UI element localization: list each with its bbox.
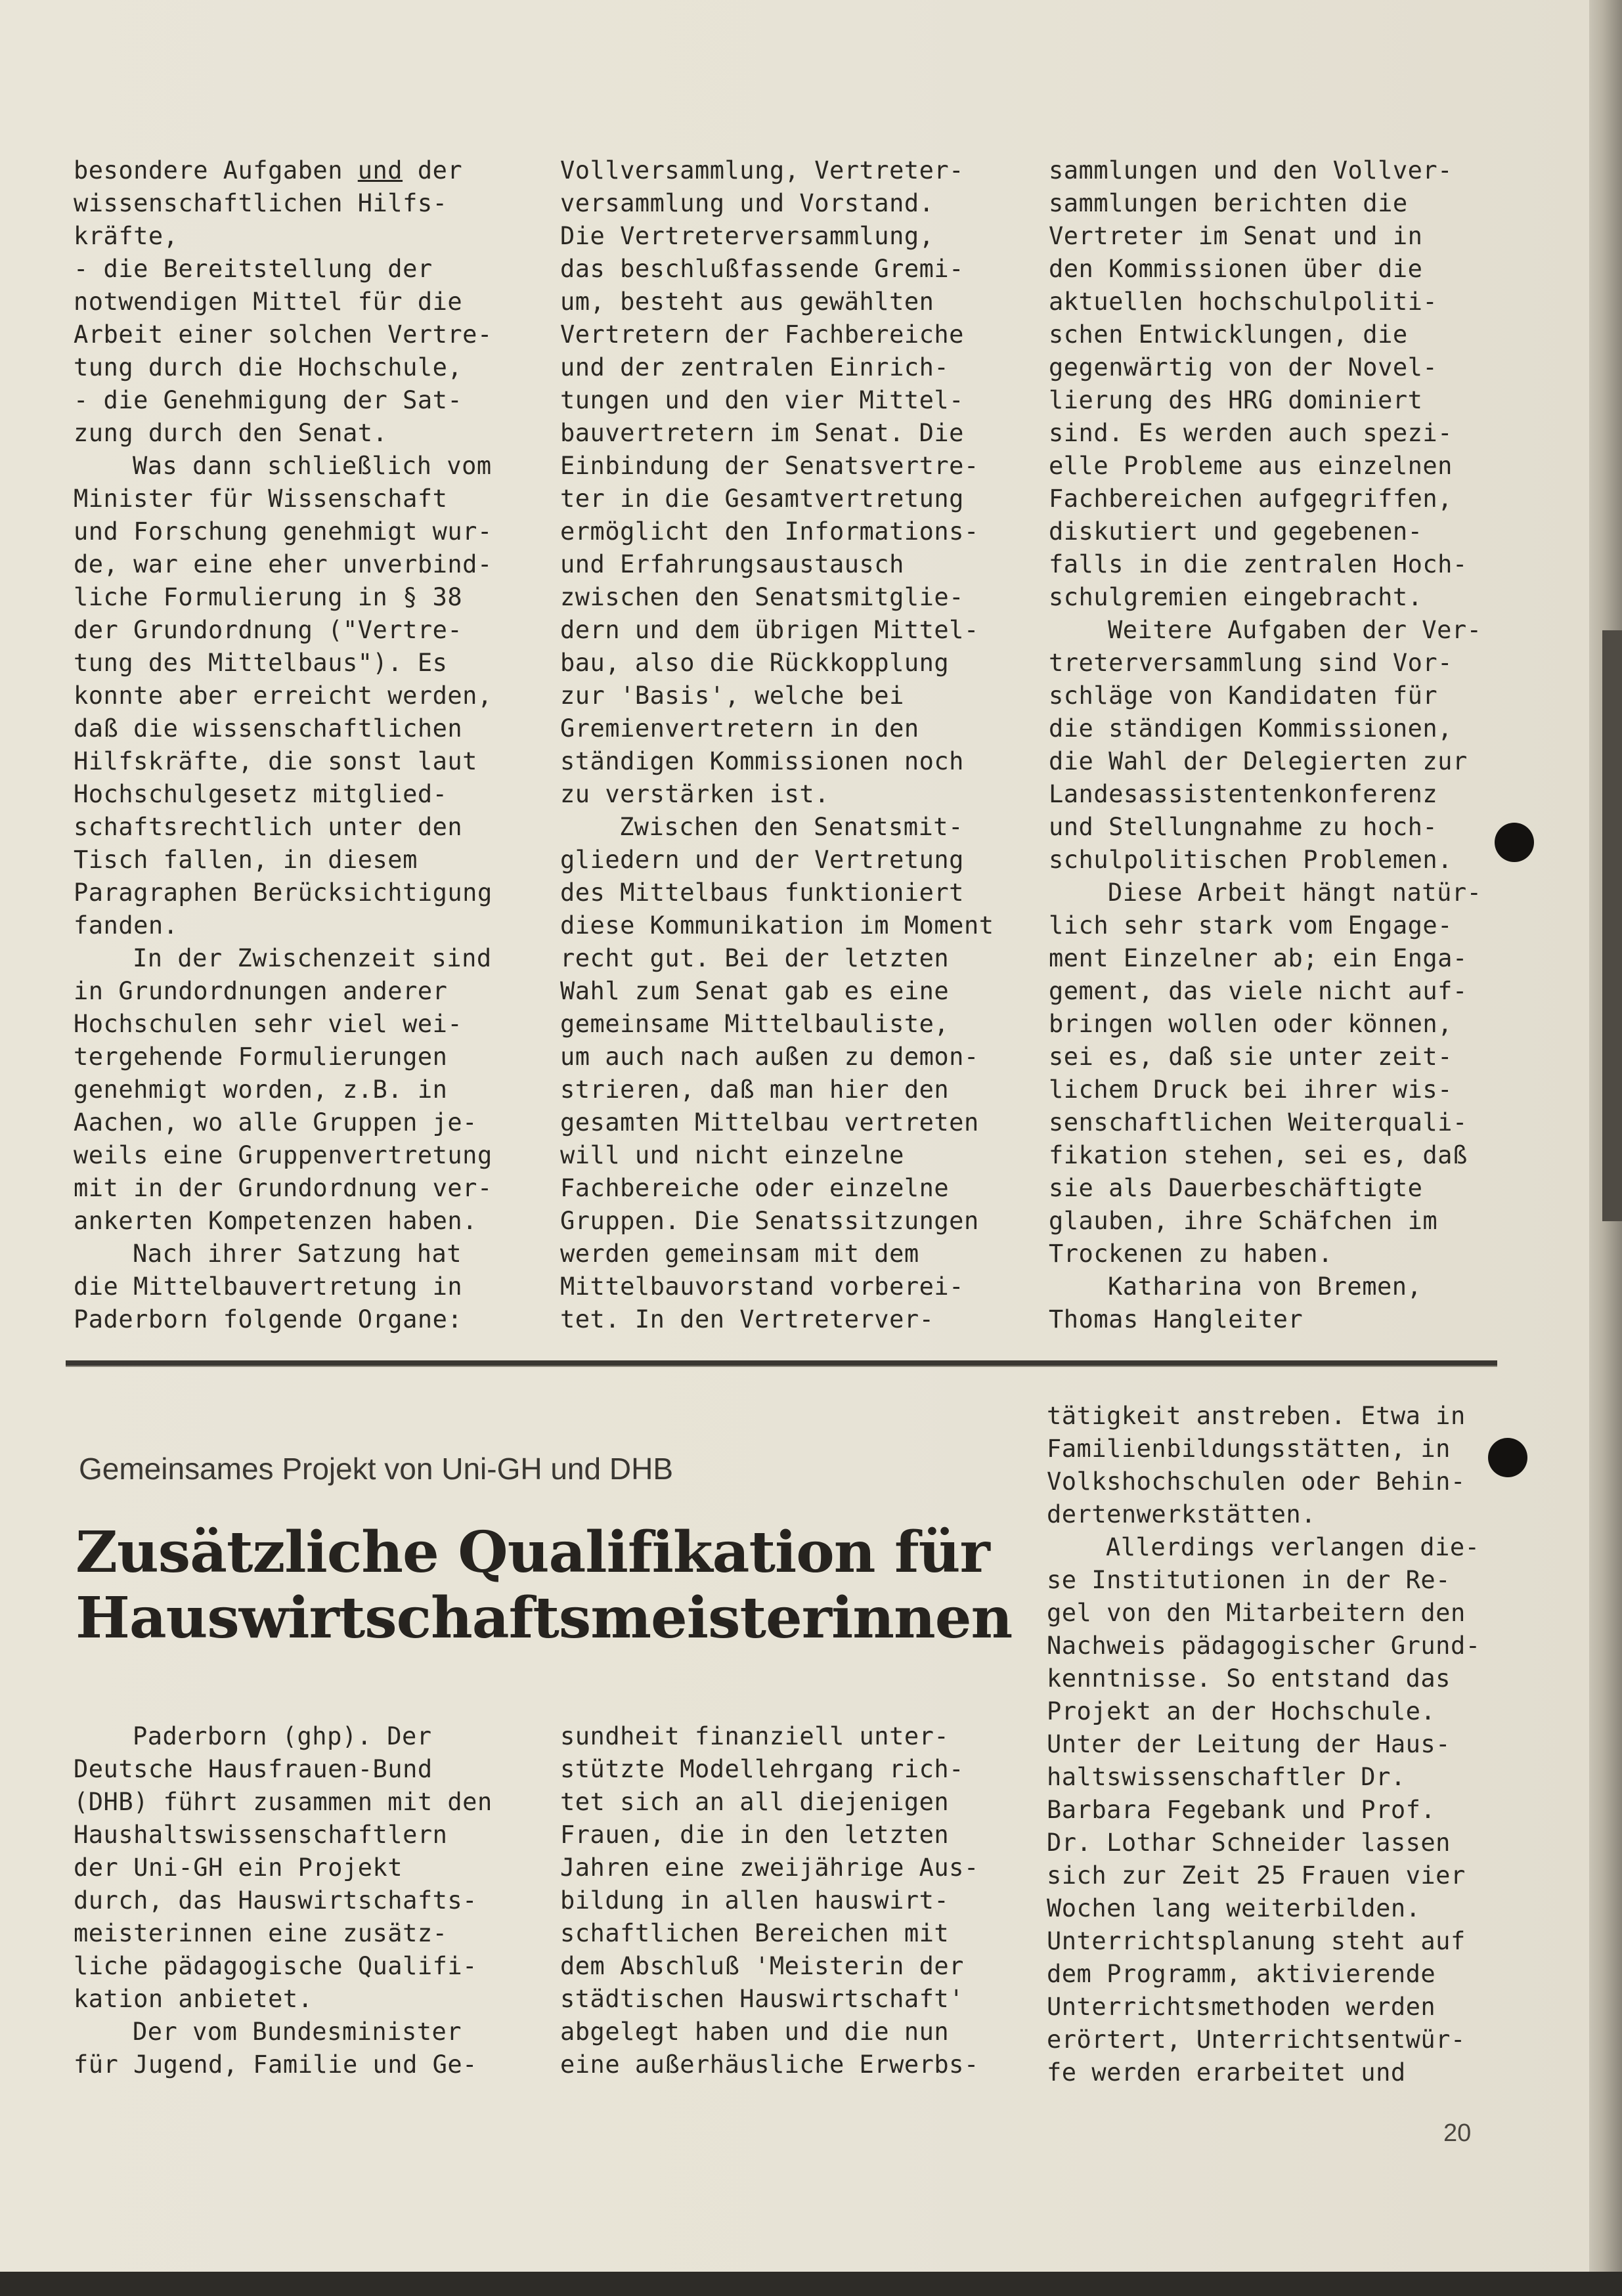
text-line: Einbindung der Senatsvertre-	[560, 452, 979, 480]
text-line: schläge von Kandidaten für	[1049, 682, 1438, 710]
page-tab-marker	[1602, 630, 1622, 1221]
text-line: Hochschulgesetz mitglied-	[74, 780, 448, 808]
text-line: Weitere Aufgaben der Ver-	[1108, 616, 1482, 644]
text-line: fikation stehen, sei es, daß	[1049, 1141, 1468, 1169]
text-line: und Forschung genehmigt wur-	[74, 517, 493, 546]
text-line: sie als Dauerbeschäftigte	[1049, 1174, 1423, 1202]
text-line: sundheit finanziell unter-	[560, 1722, 950, 1750]
text-line: bringen wollen oder können,	[1049, 1010, 1453, 1038]
text-line: lichem Druck bei ihrer wis-	[1049, 1075, 1453, 1104]
text-line: zur 'Basis', welche bei	[560, 682, 904, 710]
text-line: Nachweis pädagogischer Grund-	[1047, 1632, 1481, 1660]
text-line: kation anbietet.	[74, 1985, 313, 2013]
text-line: schaftsrechtlich unter den	[74, 813, 463, 841]
text-line: sei es, daß sie unter zeit-	[1049, 1043, 1453, 1071]
headline-line-1: Zusätzliche Qualifikation für	[76, 1519, 990, 1586]
text-line: des Mittelbaus funktioniert	[560, 878, 964, 907]
top-column-1	[74, 154, 553, 1336]
text-line: wissenschaftlichen Hilfs-	[74, 189, 448, 217]
underlined-word: und	[357, 156, 403, 184]
text-line: (DHB) führt zusammen mit den	[74, 1788, 493, 1816]
text-line: die Wahl der Delegierten zur	[1049, 747, 1468, 775]
article-headline	[76, 1520, 1012, 1651]
text-line: gel von den Mitarbeitern den	[1047, 1599, 1466, 1627]
text-line: weils eine Gruppenvertretung	[74, 1141, 493, 1169]
text-line: Tisch fallen, in diesem	[74, 846, 418, 874]
text-line: recht gut. Bei der letzten	[560, 944, 950, 972]
text-line: strieren, daß man hier den	[560, 1075, 950, 1104]
text-line: lierung des HRG dominiert	[1049, 386, 1423, 414]
text-line: Landesassistentenkonferenz	[1049, 780, 1438, 808]
text-line: gement, das viele nicht auf-	[1049, 977, 1468, 1005]
text-line: gemeinsame Mittelbauliste,	[560, 1010, 950, 1038]
text-line: den Kommissionen über die	[1049, 255, 1423, 283]
text-line: elle Probleme aus einzelnen	[1049, 452, 1453, 480]
text-line: Projekt an der Hochschule.	[1047, 1697, 1436, 1725]
text-line: Fachbereiche oder einzelne	[560, 1174, 950, 1202]
text-line: schaftlichen Bereichen mit	[560, 1919, 950, 1947]
text-line: sind. Es werden auch spezi-	[1049, 419, 1453, 447]
text-line: die Mittelbauvertretung in	[74, 1272, 463, 1301]
text-line: Katharina von Bremen,	[1108, 1272, 1422, 1301]
text-line: um, besteht aus gewählten	[560, 288, 934, 316]
text-line: der Grundordnung ("Vertre-	[74, 616, 463, 644]
text-line: tungen und den vier Mittel-	[560, 386, 964, 414]
text-line: schulgremien eingebracht.	[1049, 583, 1423, 611]
text-line: glauben, ihre Schäfchen im	[1049, 1207, 1438, 1235]
text-line: Fachbereichen aufgegriffen,	[1049, 485, 1453, 513]
text-line: und Erfahrungsaustausch	[560, 550, 904, 578]
text-line: Allerdings verlangen die-	[1106, 1533, 1480, 1561]
text-line: falls in die zentralen Hoch-	[1049, 550, 1468, 578]
text-line: zu verstärken ist.	[560, 780, 829, 808]
text-line: Vollversammlung, Vertreter-	[560, 156, 964, 184]
text-line: notwendigen Mittel für die	[74, 288, 463, 316]
page-bottom-shadow	[0, 2272, 1622, 2296]
text-line: Unterrichtsplanung steht auf	[1047, 1927, 1466, 1955]
text-line: de, war eine eher unverbind-	[74, 550, 493, 578]
text-line: liche Formulierung in § 38	[74, 583, 463, 611]
text-line: diskutiert und gegebenen-	[1049, 517, 1423, 546]
text-line: Minister für Wissenschaft	[74, 485, 448, 513]
text-line: der Uni-GH ein Projekt	[74, 1853, 403, 1882]
text-line: se Institutionen in der Re-	[1047, 1566, 1451, 1594]
text-line: Gremienvertretern in den	[560, 714, 919, 743]
text-line: bauvertretern im Senat. Die	[560, 419, 964, 447]
text-line: abgelegt haben und die nun	[560, 2018, 950, 2046]
text-line: Mittelbauvorstand vorberei-	[560, 1272, 964, 1301]
article-column-3	[1047, 1400, 1526, 2089]
text-line: gesamten Mittelbau vertreten	[560, 1108, 979, 1137]
text-line: ter in die Gesamtvertretung	[560, 485, 964, 513]
text-line: Trockenen zu haben.	[1049, 1240, 1333, 1268]
text-line: Volkshochschulen oder Behin-	[1047, 1467, 1466, 1496]
text-line: Wochen lang weiterbilden.	[1047, 1894, 1421, 1922]
text-line: Aachen, wo alle Gruppen je-	[74, 1108, 477, 1137]
text-line: ständigen Kommissionen noch	[560, 747, 964, 775]
text-line: städtischen Hauswirtschaft'	[560, 1985, 964, 2013]
text-line: Der vom Bundesminister	[133, 2018, 462, 2046]
top-column-2	[560, 154, 1040, 1336]
text-line: erörtert, Unterrichtsentwür-	[1047, 2025, 1466, 2054]
text-line: gegenwärtig von der Novel-	[1049, 353, 1438, 381]
text-line: ankerten Kompetenzen haben.	[74, 1207, 477, 1235]
text-line: - die Bereitstellung der	[74, 255, 433, 283]
text-line: In der Zwischenzeit sind	[133, 944, 492, 972]
text-line: und der zentralen Einrich-	[560, 353, 950, 381]
text-line: Vertretern der Fachbereiche	[560, 320, 964, 349]
text-line: schulpolitischen Problemen.	[1049, 846, 1453, 874]
article-column-1	[74, 1720, 553, 2081]
text-line: kenntnisse. So entstand das	[1047, 1664, 1451, 1693]
text-span: besondere Aufgaben	[74, 156, 358, 184]
text-line: Paderborn folgende Organe:	[74, 1305, 463, 1333]
text-line: tergehende Formulierungen	[74, 1043, 448, 1071]
text-line: tung durch die Hochschule,	[74, 353, 463, 381]
text-line: das beschlußfassende Gremi-	[560, 255, 964, 283]
text-line: Diese Arbeit hängt natür-	[1108, 878, 1482, 907]
text-line: konnte aber erreicht werden,	[74, 682, 493, 710]
text-line: meisterinnen eine zusätz-	[74, 1919, 448, 1947]
text-line: sammlungen berichten die	[1049, 189, 1408, 217]
punch-hole-top	[1495, 823, 1534, 862]
text-line: gliedern und der Vertretung	[560, 846, 964, 874]
text-line: ermöglicht den Informations-	[560, 517, 979, 546]
text-line: Die Vertreterversammlung,	[560, 222, 934, 250]
text-line: dertenwerkstätten.	[1047, 1500, 1316, 1528]
text-line: Hilfskräfte, die sonst laut	[74, 747, 477, 775]
text-line: mit in der Grundordnung ver-	[74, 1174, 493, 1202]
text-line: will und nicht einzelne	[560, 1141, 904, 1169]
text-line: Frauen, die in den letzten	[560, 1821, 950, 1849]
text-line: schen Entwicklungen, die	[1049, 320, 1408, 349]
text-line: Paderborn (ghp). Der	[133, 1722, 432, 1750]
text-line: eine außerhäusliche Erwerbs-	[560, 2050, 979, 2079]
text-line: dem Programm, aktivierende	[1047, 1960, 1436, 1988]
article-kicker: Gemeinsames Projekt von Uni-GH und DHB	[79, 1452, 673, 1486]
text-line: treterversammlung sind Vor-	[1049, 649, 1453, 677]
text-line: Zwischen den Senatsmit-	[619, 813, 963, 841]
text-line: Wahl zum Senat gab es eine	[560, 977, 950, 1005]
text-line: bildung in allen hauswirt-	[560, 1886, 950, 1915]
text-line: tätigkeit anstreben. Etwa in	[1047, 1402, 1466, 1430]
text-line: senschaftlichen Weiterquali-	[1049, 1108, 1468, 1137]
text-line: - die Genehmigung der Sat-	[74, 386, 463, 414]
text-line: diese Kommunikation im Moment	[560, 911, 994, 940]
text-line: Arbeit einer solchen Vertre-	[74, 320, 493, 349]
text-line: Barbara Fegebank und Prof.	[1047, 1796, 1436, 1824]
text-line: Unterrichtsmethoden werden	[1047, 1993, 1436, 2021]
text-line: daß die wissenschaftlichen	[74, 714, 463, 743]
text-line: sammlungen und den Vollver-	[1049, 156, 1453, 184]
section-divider	[66, 1360, 1497, 1367]
text-line: für Jugend, Familie und Ge-	[74, 2050, 477, 2079]
text-line: Vertreter im Senat und in	[1049, 222, 1423, 250]
page-number: 20	[1443, 2119, 1472, 2147]
text-line: Paragraphen Berücksichtigung	[74, 878, 493, 907]
text-line: um auch nach außen zu demon-	[560, 1043, 979, 1071]
text-span: der	[403, 156, 463, 184]
text-line: und Stellungnahme zu hoch-	[1049, 813, 1438, 841]
text-line: Dr. Lothar Schneider lassen	[1047, 1829, 1451, 1857]
text-line: liche pädagogische Qualifi-	[74, 1952, 477, 1980]
text-line: zung durch den Senat.	[74, 419, 388, 447]
text-line: Gruppen. Die Senatssitzungen	[560, 1207, 979, 1235]
text-line: stützte Modellehrgang rich-	[560, 1755, 964, 1783]
text-line: ment Einzelner ab; ein Enga-	[1049, 944, 1468, 972]
text-line: Thomas Hangleiter	[1049, 1305, 1304, 1333]
text-line: dem Abschluß 'Meisterin der	[560, 1952, 964, 1980]
text-line: Jahren eine zweijährige Aus-	[560, 1853, 979, 1882]
text-line: durch, das Hauswirtschafts-	[74, 1886, 477, 1915]
text-line: kräfte,	[74, 222, 179, 250]
text-line: bau, also die Rückkopplung	[560, 649, 950, 677]
text-line: Haushaltswissenschaftlern	[74, 1821, 448, 1849]
text-line: dern und dem übrigen Mittel-	[560, 616, 979, 644]
text-line: versammlung und Vorstand.	[560, 189, 934, 217]
text-line: Hochschulen sehr viel wei-	[74, 1010, 463, 1038]
text-line: tet sich an all diejenigen	[560, 1788, 950, 1816]
headline-line-2: Hauswirtschaftsmeisterinnen	[76, 1585, 1013, 1651]
text-line: tung des Mittelbaus"). Es	[74, 649, 448, 677]
text-line: Familienbildungsstätten, in	[1047, 1435, 1451, 1463]
article-column-2	[560, 1720, 1040, 2081]
text-line: in Grundordnungen anderer	[74, 977, 448, 1005]
text-line: haltswissenschaftler Dr.	[1047, 1763, 1406, 1791]
text-line	[74, 154, 553, 187]
text-line: die ständigen Kommissionen,	[1049, 714, 1453, 743]
punch-hole-bottom	[1488, 1438, 1527, 1477]
top-column-3	[1049, 154, 1528, 1336]
text-line: Nach ihrer Satzung hat	[133, 1240, 462, 1268]
text-line: Unter der Leitung der Haus-	[1047, 1730, 1451, 1758]
text-line: lich sehr stark vom Engage-	[1049, 911, 1453, 940]
text-line: werden gemeinsam mit dem	[560, 1240, 919, 1268]
text-line: tet. In den Vertreterver-	[560, 1305, 934, 1333]
text-line: fe werden erarbeitet und	[1047, 2058, 1406, 2087]
text-line: fanden.	[74, 911, 179, 940]
text-line: Was dann schließlich vom	[133, 452, 492, 480]
text-line: aktuellen hochschulpoliti-	[1049, 288, 1438, 316]
text-line: zwischen den Senatsmitglie-	[560, 583, 964, 611]
text-line: sich zur Zeit 25 Frauen vier	[1047, 1861, 1466, 1890]
text-line: genehmigt worden, z.B. in	[74, 1075, 448, 1104]
text-line: Deutsche Hausfrauen-Bund	[74, 1755, 433, 1783]
